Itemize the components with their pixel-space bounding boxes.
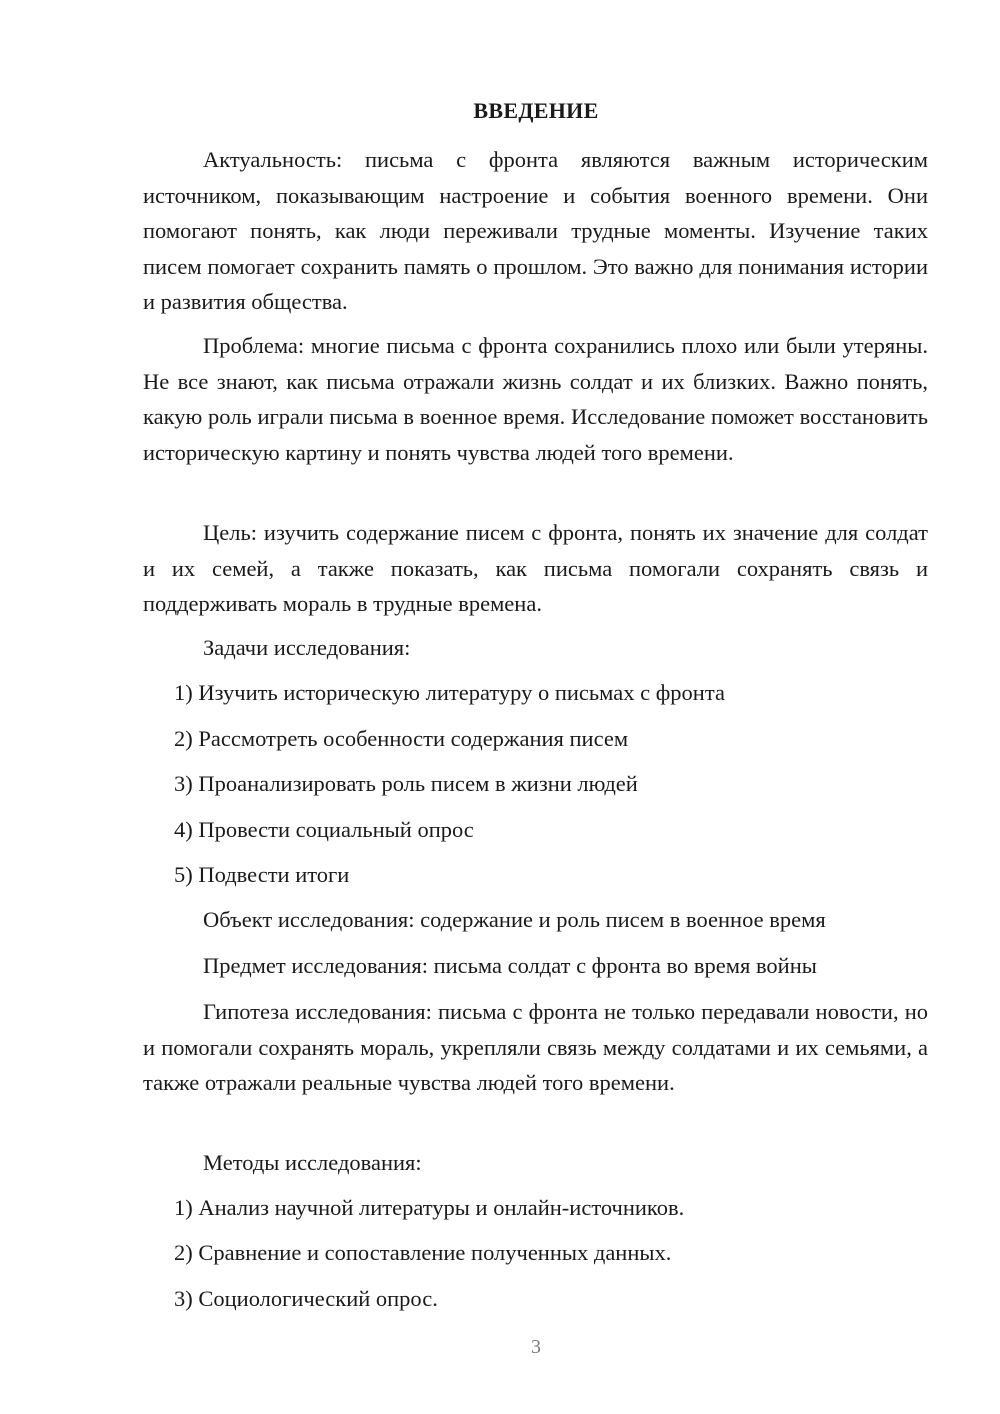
methods-heading: Методы исследования: — [203, 1150, 422, 1175]
task-item: 3) Проанализировать роль писем в жизни людей — [174, 771, 638, 796]
page-number: 3 — [531, 1336, 541, 1358]
task-item: 5) Подвести итоги — [174, 862, 350, 887]
task-item: 2) Рассмотреть особенности содержания писем — [174, 726, 629, 751]
hypothesis-paragraph: Гипотеза исследования: письма с фронта не только передавали новости, но и помогали сохранять мораль, укрепляли связь между солдатами и их семьями, а также отражали реальные чувства людей того времени. — [143, 999, 928, 1095]
goal-paragraph: Цель: изучить содержание писем с фронта, понять их значение для солдат и их семей, а также показать, как письма помогали сохранять связь и поддерживать мораль в трудные времена. — [143, 520, 928, 616]
research-subject: Предмет исследования: письма солдат с фронта во время войны — [203, 953, 817, 978]
task-item: 4) Провести социальный опрос — [174, 817, 474, 842]
tasks-heading: Задачи исследования: — [203, 635, 411, 660]
relevance-paragraph: Актуальность: письма с фронта являются важным историческим источником, показывающим настроение и события военного времени. Они помогают понять, как люди переживали трудные моменты. Изучение таких писем помогает сохранить память о прошлом. Это важно для понимания истории и развития общества. — [143, 147, 928, 314]
problem-paragraph: Проблема: многие письма с фронта сохранились плохо или были утеряны. Не все знают, как письма отражали жизнь солдат и их близких. Важно понять, какую роль играли письма в военное время. Исследование поможет восстановить историческую картину и понять чувства людей того времени. — [143, 333, 928, 465]
method-item: 1) Анализ научной литературы и онлайн-источников. — [174, 1195, 685, 1220]
method-item: 2) Сравнение и сопоставление полученных данных. — [174, 1240, 672, 1265]
research-object: Объект исследования: содержание и роль писем в военное время — [203, 907, 826, 932]
page-title: ВВЕДЕНИЕ — [473, 98, 599, 123]
method-item: 3) Социологический опрос. — [174, 1286, 438, 1311]
task-item: 1) Изучить историческую литературу о письмах с фронта — [174, 680, 725, 705]
